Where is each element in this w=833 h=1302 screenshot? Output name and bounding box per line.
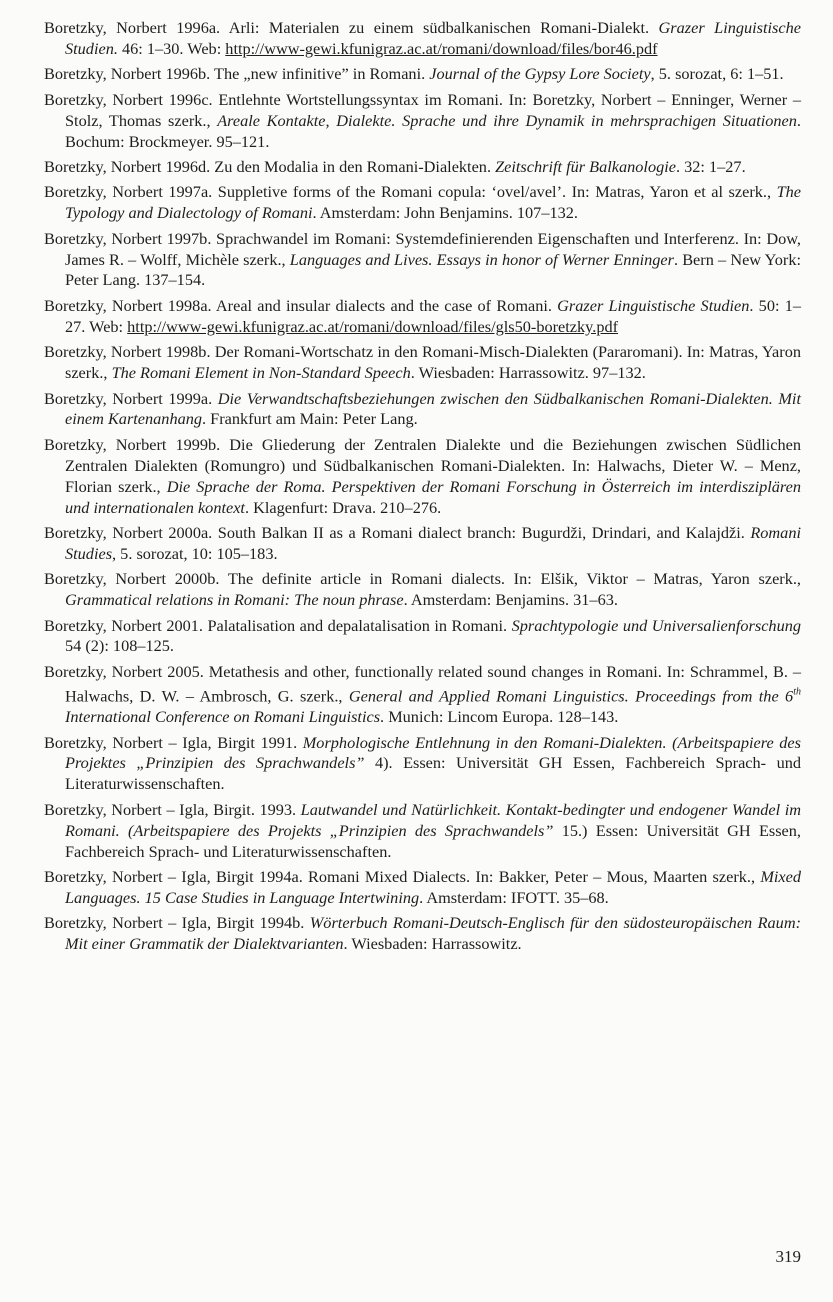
reference-title: Zeitschrift für Balkanologie bbox=[495, 156, 676, 176]
reference-title: Grazer Linguistische Studien. bbox=[65, 18, 801, 58]
reference-entry bbox=[44, 229, 801, 292]
reference-entry bbox=[44, 18, 801, 60]
reference-title: Romani Studies bbox=[65, 522, 801, 563]
reference-text: . Amsterdam: Benjamins. 31–63. bbox=[403, 590, 618, 610]
reference-entry bbox=[44, 90, 801, 153]
reference-text: . Klagenfurt: Drava. 210–276. bbox=[244, 497, 442, 517]
reference-entry bbox=[44, 569, 801, 611]
reference-title: General and Applied Romani Linguistics. Proceedings from the 6 bbox=[348, 686, 794, 706]
reference-text: . Amsterdam: IFOTT. 35–68. bbox=[419, 887, 609, 907]
reference-text: . Bern – New York: Peter Lang. 137–154. bbox=[65, 249, 801, 290]
reference-text: Boretzky, Norbert 1996c. Entlehnte Wortstellungssyntax im Romani. In: Boretzky, Norbert – Enninger, Werner – Stolz, Thomas szerk., bbox=[44, 89, 801, 130]
reference-title: Journal of the Gypsy Lore Society bbox=[429, 64, 651, 84]
reference-entry bbox=[44, 733, 801, 796]
reference-entry bbox=[44, 913, 801, 955]
reference-title: The Romani Element in Non-Standard Speech bbox=[111, 363, 411, 383]
reference-title: Sprachtypologie und Universalienforschung bbox=[511, 615, 801, 635]
reference-entry bbox=[44, 435, 801, 519]
reference-text: . Bochum: Brockmeyer. 95–121. bbox=[65, 110, 801, 151]
reference-text: Boretzky, Norbert – Igla, Birgit. 1993. bbox=[44, 799, 301, 819]
reference-text: Boretzky, Norbert 2001. Palatalisation and depalatalisation in Romani. bbox=[44, 615, 512, 635]
reference-title: Morphologische Entlehnung in den Romani-Dialekten. (Arbeitspapiere des Projektes „Prinzipien des Sprachwandels” bbox=[65, 732, 801, 773]
reference-url[interactable]: http://www-gewi.kfunigraz.ac.at/romani/download/files/bor46.pdf bbox=[225, 38, 658, 58]
reference-text: Boretzky, Norbert 2000a. South Balkan II as a Romani dialect branch: Bugurdži, Drindari, and Kalajdži. bbox=[44, 522, 751, 542]
reference-url[interactable]: http://www-gewi.kfunigraz.ac.at/romani/download/files/gls50-boretzky.pdf bbox=[127, 316, 619, 336]
reference-title bbox=[793, 686, 801, 705]
reference-title: Mixed Languages. 15 Case Studies in Language Intertwining bbox=[65, 866, 801, 907]
reference-text: Boretzky, Norbert 2000b. The definite article in Romani dialects. In: Elšik, Viktor – Matras, Yaron szerk., bbox=[44, 569, 801, 589]
reference-text: 15.) Essen: Universität GH Essen, Fachbereich Sprach- und Literaturwissenschaften. bbox=[65, 820, 801, 861]
reference-entry bbox=[44, 867, 801, 909]
reference-text: , 5. sorozat, 6: 1–51. bbox=[650, 64, 784, 84]
reference-text: . 32: 1–27. bbox=[675, 156, 746, 176]
reference-text: 46: 1–30. Web: bbox=[117, 38, 226, 58]
superscript: th bbox=[793, 686, 801, 698]
reference-text: Boretzky, Norbert 1999a. bbox=[44, 388, 218, 408]
reference-list bbox=[44, 18, 801, 955]
reference-text: 4). Essen: Universität GH Essen, Fachbereich Sprach- und Literaturwissenschaften. bbox=[65, 753, 801, 794]
reference-text: Boretzky, Norbert – Igla, Birgit 1994b. bbox=[44, 913, 310, 933]
reference-text: . Munich: Lincom Europa. 128–143. bbox=[380, 707, 619, 727]
reference-text: . Amsterdam: John Benjamins. 107–132. bbox=[312, 203, 578, 223]
reference-entry bbox=[44, 157, 801, 178]
reference-title: Areale Kontakte, Dialekte. Sprache und ihre Dynamik in mehrsprachigen Situationen bbox=[217, 110, 797, 130]
reference-entry bbox=[44, 64, 801, 85]
reference-entry bbox=[44, 800, 801, 863]
reference-text: Boretzky, Norbert 1997b. Sprachwandel im Romani: Systemdefinierenden Eigenschaften und Interferenz. In: Dow, James R. – Wolff, Michèle szerk., bbox=[44, 228, 801, 269]
reference-entry bbox=[44, 523, 801, 565]
reference-text: 54 (2): 108–125. bbox=[65, 636, 174, 656]
reference-text: Boretzky, Norbert – Igla, Birgit 1991. bbox=[44, 732, 303, 752]
reference-title: Wörterbuch Romani-Deutsch-Englisch für den südosteuropäischen Raum: Mit einer Grammatik der Dialektvarianten bbox=[65, 913, 802, 954]
reference-entry bbox=[44, 389, 801, 431]
reference-text: . Wiesbaden: Harrassowitz. bbox=[343, 934, 522, 954]
reference-title: Lautwandel und Natürlichkeit. Kontakt-bedingter und endogener Wandel im Romani. (Arbeitspapiere des Projekts „Prinzipien des Sprachwandels” bbox=[65, 799, 801, 840]
reference-title: Die Verwandtschaftsbeziehungen zwischen den Südbalkanischen Romani-Dialekten. Mit einem Kartenanhang bbox=[65, 388, 801, 429]
reference-text: Boretzky, Norbert 1997a. Suppletive forms of the Romani copula: ‘ovel/avel’. In: Matras, Yaron et al szerk., bbox=[44, 182, 777, 202]
reference-entry bbox=[44, 662, 801, 728]
reference-title: Languages and Lives. Essays in honor of Werner Enninger bbox=[289, 249, 674, 269]
reference-text: Boretzky, Norbert 1996d. Zu den Modalia in den Romani-Dialekten. bbox=[44, 156, 496, 176]
reference-title: Grazer Linguistische Studien bbox=[557, 295, 750, 315]
reference-entry bbox=[44, 616, 801, 658]
reference-title: The Typology and Dialectology of Romani bbox=[65, 182, 801, 223]
reference-text: , 5. sorozat, 10: 105–183. bbox=[112, 543, 278, 563]
reference-text: . 50: 1–27. Web: bbox=[65, 295, 801, 336]
reference-title: Grammatical relations in Romani: The noun phrase bbox=[65, 590, 404, 610]
reference-title: International Conference on Romani Linguistics bbox=[65, 707, 381, 727]
reference-entry bbox=[44, 182, 801, 224]
reference-text: Boretzky, Norbert 1998b. Der Romani-Wortschatz in den Romani-Misch-Dialekten (Pararomani). In: Matras, Yaron szerk., bbox=[44, 342, 801, 383]
reference-text: Boretzky, Norbert 1996a. Arli: Materialen zu einem südbalkanischen Romani-Dialekt. bbox=[44, 18, 659, 37]
reference-text: Boretzky, Norbert 1999b. Die Gliederung der Zentralen Dialekte und die Beziehungen zwischen Südlichen Zentralen Dialekten (Romungro) und Südbalkanischen Romani-Dialekten. In: Halwachs, Dieter W. – Menz, Florian szerk., bbox=[44, 434, 801, 496]
reference-text: Boretzky, Norbert 1996b. The „new infinitive” in Romani. bbox=[44, 64, 430, 84]
page-number: 319 bbox=[775, 1247, 801, 1266]
reference-text: Boretzky, Norbert – Igla, Birgit 1994a. Romani Mixed Dialects. In: Bakker, Peter – Mous, Maarten szerk., bbox=[44, 866, 761, 886]
reference-text: Boretzky, Norbert 1998a. Areal and insular dialects and the case of Romani. bbox=[44, 295, 558, 315]
reference-title: Die Sprache der Roma. Perspektiven der Romani Forschung in Österreich im interdisziplären und internationalen kontext bbox=[65, 476, 802, 517]
reference-entry bbox=[44, 296, 801, 338]
reference-text: Boretzky, Norbert 2005. Metathesis and other, functionally related sound changes in Romani. In: Schrammel, B. – Halwachs, D. W. – Ambrosch, G. szerk., bbox=[44, 661, 801, 706]
reference-text: . Frankfurt am Main: Peter Lang. bbox=[202, 409, 418, 429]
reference-entry bbox=[44, 342, 801, 384]
reference-text: . Wiesbaden: Harrassowitz. 97–132. bbox=[410, 363, 646, 383]
